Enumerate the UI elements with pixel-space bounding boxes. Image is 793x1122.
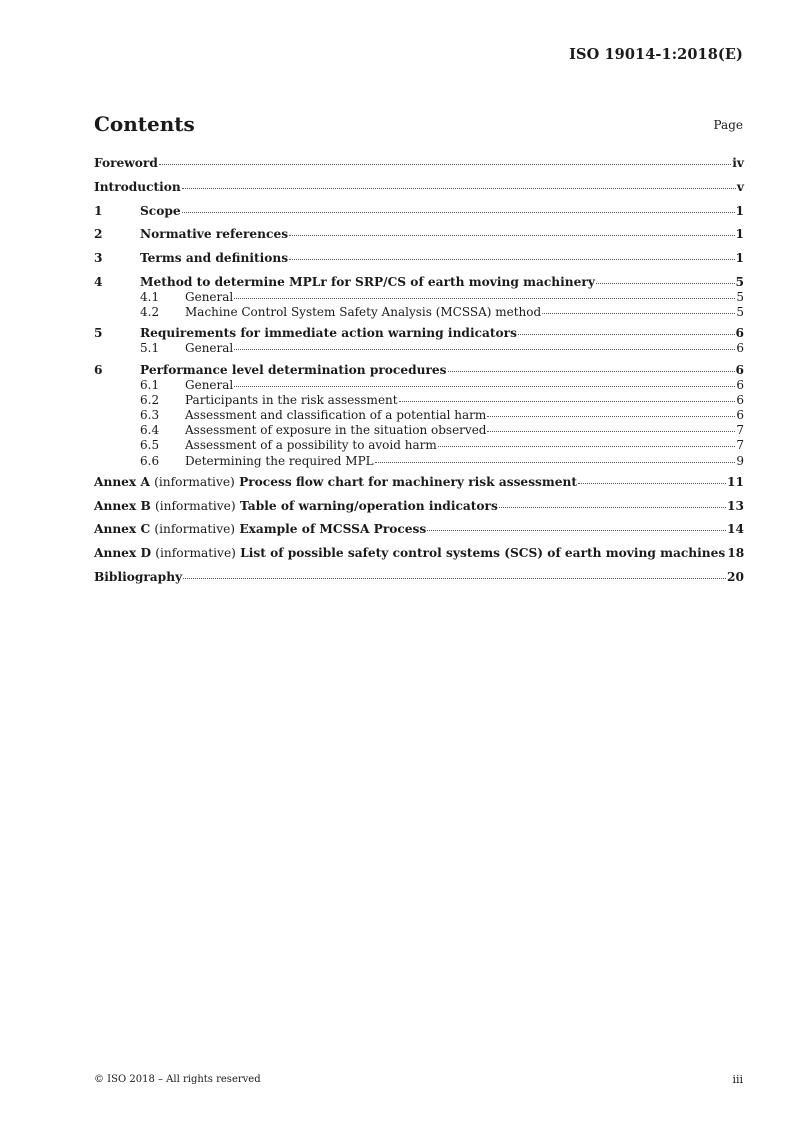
toc-title: Scope — [140, 203, 181, 218]
toc-leader — [487, 431, 735, 432]
toc-title — [94, 545, 725, 561]
footer-copyright: © ISO 2018 – All rights reserved — [94, 1074, 261, 1085]
toc-page: 13 — [727, 498, 744, 513]
toc-leader — [183, 578, 726, 579]
toc-leader — [182, 188, 736, 189]
toc-title: Method to determine MPLr for SRP/CS of earth moving machinery — [140, 274, 595, 289]
document-header-id: ISO 19014-1:2018(E) — [569, 46, 743, 63]
toc-page: 6 — [736, 341, 744, 356]
annex-title: Table of warning/operation indicators — [239, 498, 498, 513]
toc-title — [94, 474, 577, 490]
toc-leader — [375, 462, 736, 463]
toc-page: 6 — [735, 326, 744, 341]
annex-informative: (informative) — [155, 498, 236, 513]
toc-title: Participants in the risk assessment — [185, 392, 398, 407]
toc-entry-normative-references[interactable] — [94, 226, 744, 242]
toc-entry-section-4-2[interactable] — [94, 305, 744, 320]
toc-number: 6.1 — [140, 377, 160, 392]
toc-number: 4 — [94, 274, 103, 289]
toc-number: 6.4 — [140, 423, 160, 438]
annex-title: Process flow chart for machinery risk assessment — [239, 474, 578, 489]
toc-page: 5 — [735, 274, 744, 289]
toc-title: General — [185, 377, 234, 392]
toc-entry-introduction[interactable] — [94, 179, 744, 195]
toc-entry-section-6[interactable] — [94, 362, 744, 378]
toc-entry-foreword[interactable] — [94, 155, 744, 171]
toc-page: 6 — [736, 392, 744, 407]
toc-page: 11 — [727, 474, 744, 489]
toc-entry-section-5[interactable] — [94, 325, 744, 341]
toc-number: 4.2 — [140, 305, 160, 320]
toc-title: Normative references — [140, 227, 289, 242]
toc-title: Introduction — [94, 179, 181, 194]
annex-label: Annex C — [94, 522, 151, 537]
annex-informative: (informative) — [154, 522, 236, 537]
toc-number: 6.3 — [140, 408, 160, 422]
toc-number: 6.5 — [140, 438, 160, 453]
annex-label: Annex A — [94, 474, 150, 489]
toc-title: Assessment and classification of a potential harm — [185, 408, 487, 422]
toc-leader — [289, 235, 734, 236]
toc-page: 1 — [735, 203, 744, 218]
annex-informative: (informative) — [155, 546, 236, 561]
toc-title: Performance level determination procedures — [140, 362, 447, 377]
toc-number: 4.1 — [140, 289, 160, 304]
toc-title: Requirements for immediate action warning indicators — [140, 326, 517, 341]
toc-leader — [448, 371, 735, 372]
annex-title: Example of MCSSA Process — [239, 522, 427, 537]
toc-entry-annex-c[interactable] — [94, 521, 744, 537]
toc-number: 3 — [94, 251, 103, 266]
toc-page: 6 — [736, 408, 744, 422]
toc-title: General — [185, 289, 234, 304]
page-column-label: Page — [713, 118, 743, 132]
toc-page: v — [736, 179, 744, 194]
toc-leader — [234, 386, 735, 387]
toc-page: 1 — [735, 227, 744, 242]
toc-title — [94, 498, 498, 514]
page-title: Contents — [94, 112, 195, 136]
toc-number: 5.1 — [140, 341, 160, 356]
table-of-contents — [94, 155, 744, 593]
toc-page: 6 — [735, 362, 744, 377]
annex-label: Annex B — [94, 498, 151, 513]
toc-page: 14 — [727, 522, 744, 537]
toc-page: 7 — [736, 438, 744, 453]
toc-entry-section-6-2[interactable] — [94, 393, 744, 408]
toc-entry-section-5-1[interactable] — [94, 341, 744, 356]
toc-leader — [159, 164, 731, 165]
toc-title: Terms and definitions — [140, 251, 289, 266]
toc-leader — [542, 313, 735, 314]
toc-title: Bibliography — [94, 570, 183, 584]
toc-title: General — [185, 341, 234, 356]
toc-leader — [499, 507, 726, 508]
toc-entry-section-6-1[interactable] — [94, 378, 744, 393]
toc-page: 18 — [727, 546, 745, 561]
toc-title: Determining the required MPL — [185, 453, 374, 468]
toc-leader — [438, 446, 736, 447]
toc-entry-bibliography[interactable] — [94, 569, 744, 585]
toc-entry-scope[interactable] — [94, 203, 744, 219]
toc-title — [94, 521, 426, 537]
toc-number: 1 — [94, 203, 103, 218]
toc-title: Machine Control System Safety Analysis (MCSSA) method — [185, 305, 542, 320]
toc-entry-annex-a[interactable] — [94, 474, 744, 490]
toc-title: Assessment of a possibility to avoid harm — [185, 438, 437, 453]
footer-page-number: iii — [732, 1073, 743, 1086]
toc-entry-section-6-5[interactable] — [94, 438, 744, 453]
annex-label: Annex D — [94, 546, 152, 561]
toc-leader — [234, 298, 735, 299]
toc-entry-section-4-1[interactable] — [94, 290, 744, 305]
toc-leader — [289, 259, 734, 260]
toc-page: 5 — [736, 305, 744, 320]
toc-leader — [518, 334, 735, 335]
toc-leader — [399, 401, 736, 402]
toc-page: iv — [732, 156, 744, 170]
toc-number: 6.6 — [140, 453, 160, 468]
toc-entry-terms-definitions[interactable] — [94, 250, 744, 266]
toc-page: 6 — [736, 377, 744, 392]
toc-number: 6 — [94, 362, 103, 377]
toc-entry-section-6-4[interactable] — [94, 423, 744, 438]
toc-page: 9 — [736, 453, 744, 468]
toc-leader — [234, 349, 735, 350]
toc-entry-annex-b[interactable] — [94, 498, 744, 514]
toc-number: 5 — [94, 326, 103, 341]
toc-number: 2 — [94, 227, 103, 242]
toc-leader — [427, 530, 726, 531]
toc-entry-section-6-6[interactable] — [94, 454, 744, 469]
toc-leader — [487, 416, 735, 417]
toc-leader — [182, 212, 735, 213]
toc-leader — [596, 283, 735, 284]
toc-page: 20 — [727, 570, 744, 584]
toc-entry-annex-d[interactable] — [94, 545, 744, 561]
toc-entry-section-6-3[interactable] — [94, 408, 744, 423]
annex-title: List of possible safety control systems (SCS) of earth moving machines — [240, 546, 726, 561]
toc-leader — [578, 483, 726, 484]
toc-title: Foreword — [94, 156, 158, 170]
toc-number: 6.2 — [140, 392, 160, 407]
toc-page: 1 — [735, 251, 744, 266]
toc-entry-section-4[interactable] — [94, 274, 744, 290]
toc-page: 5 — [736, 289, 744, 304]
toc-page: 7 — [736, 423, 744, 438]
toc-title: Assessment of exposure in the situation observed — [185, 423, 487, 438]
annex-informative: (informative) — [154, 474, 235, 489]
